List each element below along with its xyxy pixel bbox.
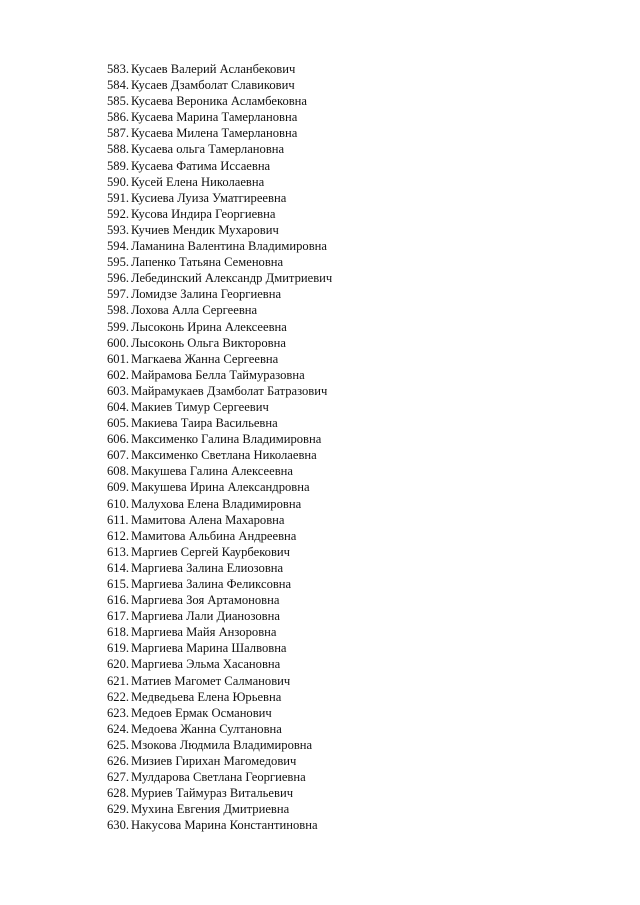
entry-number: 624.	[107, 721, 130, 736]
entry-number: 597.	[107, 287, 130, 302]
list-item	[107, 576, 332, 592]
entry-name: Лапенко Татьяна Семеновна	[131, 255, 284, 270]
entry-number: 630.	[107, 818, 130, 833]
entry-number: 610.	[107, 496, 130, 511]
entry-number: 608.	[107, 464, 130, 479]
entry-name: Кусаева Вероника Асламбековна	[131, 94, 308, 109]
entry-name: Максименко Галина Владимировна	[131, 432, 322, 447]
entry-number: 605.	[107, 416, 130, 431]
entry-number: 627.	[107, 770, 130, 785]
entry-number: 588.	[107, 142, 130, 157]
entry-name: Ломидзе Залина Георгиевна	[131, 287, 282, 302]
entry-name: Майрамова Белла Таймуразовна	[131, 367, 305, 382]
entry-name: Майрамукаев Дзамболат Батразович	[131, 383, 328, 398]
entry-name: Маргиев Сергей Каурбекович	[131, 544, 290, 559]
entry-name: Маргиева Залина Елиозовна	[131, 560, 284, 575]
list-item	[107, 447, 332, 463]
name-list	[107, 61, 332, 834]
list-item	[107, 624, 332, 640]
entry-number: 584.	[107, 78, 130, 93]
list-item	[107, 286, 332, 302]
list-item	[107, 592, 332, 608]
entry-name: Кусаева Милена Тамерлановна	[131, 126, 298, 141]
list-item	[107, 77, 332, 93]
entry-name: Лысоконь Ольга Викторовна	[131, 335, 286, 350]
list-item	[107, 721, 332, 737]
entry-name: Мухина Евгения Дмитриевна	[131, 802, 290, 817]
list-item	[107, 705, 332, 721]
entry-number: 625.	[107, 737, 130, 752]
entry-name: Кусиева Луиза Уматгиреевна	[131, 190, 287, 205]
list-item	[107, 479, 332, 495]
list-item	[107, 673, 332, 689]
entry-number: 583.	[107, 62, 130, 76]
list-item	[107, 93, 332, 109]
entry-number: 591.	[107, 190, 130, 205]
list-item	[107, 560, 332, 576]
entry-number: 606.	[107, 432, 130, 447]
entry-name: Медоева Жанна Султановна	[131, 721, 282, 736]
entry-number: 600.	[107, 335, 130, 350]
list-item	[107, 785, 332, 801]
list-item	[107, 319, 332, 335]
entry-name: Кусаев Дзамболат Славикович	[131, 78, 295, 93]
entry-name: Макиев Тимур Сергеевич	[131, 399, 269, 414]
list-item	[107, 399, 332, 415]
entry-number: 609.	[107, 480, 130, 495]
entry-name: Мамитова Альбина Андреевна	[131, 528, 297, 543]
entry-number: 595.	[107, 255, 130, 270]
list-item	[107, 158, 332, 174]
entry-name: Кусова Индира Георгиевна	[131, 206, 276, 221]
list-item	[107, 254, 332, 270]
entry-number: 596.	[107, 271, 130, 286]
entry-number: 614.	[107, 560, 130, 575]
entry-name: Маргиева Эльма Хасановна	[131, 657, 281, 672]
entry-name: Ламанина Валентина Владимировна	[131, 239, 327, 254]
list-item	[107, 367, 332, 383]
entry-number: 619.	[107, 641, 130, 656]
entry-number: 592.	[107, 206, 130, 221]
list-item	[107, 222, 332, 238]
list-item	[107, 528, 332, 544]
entry-name: Лохова Алла Сергеевна	[131, 303, 258, 318]
entry-name: Мизиев Гирихан Магомедович	[131, 754, 297, 769]
entry-name: Накусова Марина Константиновна	[131, 818, 318, 833]
list-item	[107, 817, 332, 833]
entry-number: 613.	[107, 544, 130, 559]
entry-name: Матиев Магомет Салманович	[131, 673, 291, 688]
entry-number: 585.	[107, 94, 130, 109]
entry-name: Мзокова Людмила Владимировна	[131, 737, 313, 752]
list-item	[107, 737, 332, 753]
entry-number: 602.	[107, 367, 130, 382]
entry-name: Кусаев Валерий Асланбекович	[131, 62, 296, 76]
list-item	[107, 190, 332, 206]
list-item	[107, 270, 332, 286]
entry-name: Мамитова Алена Махаровна	[131, 512, 285, 527]
list-item	[107, 141, 332, 157]
list-item	[107, 415, 332, 431]
list-item	[107, 608, 332, 624]
entry-name: Макушева Ирина Александровна	[131, 480, 310, 495]
list-item	[107, 753, 332, 769]
entry-name: Кусаева ольга Тамерлановна	[131, 142, 285, 157]
entry-number: 621.	[107, 673, 130, 688]
entry-number: 622.	[107, 689, 130, 704]
list-item	[107, 206, 332, 222]
entry-number: 620.	[107, 657, 130, 672]
list-item	[107, 351, 332, 367]
entry-name: Кусаева Фатима Иссаевна	[131, 158, 271, 173]
entry-number: 617.	[107, 609, 130, 624]
entry-number: 599.	[107, 319, 130, 334]
entry-number: 603.	[107, 383, 130, 398]
list-item	[107, 61, 332, 77]
entry-name: Маргиева Майя Анзоровна	[131, 625, 277, 640]
entry-number: 623.	[107, 705, 130, 720]
entry-name: Муриев Таймураз Витальевич	[131, 786, 294, 801]
entry-name: Маргиева Зоя Артамоновна	[131, 593, 280, 608]
entry-name: Маргиева Лали Дианозовна	[131, 609, 280, 624]
list-item	[107, 801, 332, 817]
entry-name: Медведьева Елена Юрьевна	[131, 689, 282, 704]
list-item	[107, 496, 332, 512]
entry-name: Кусей Елена Николаевна	[131, 174, 265, 189]
list-item	[107, 463, 332, 479]
entry-number: 593.	[107, 222, 130, 237]
entry-name: Магкаева Жанна Сергеевна	[131, 351, 279, 366]
entry-number: 587.	[107, 126, 130, 141]
entry-name: Кусаева Марина Тамерлановна	[131, 110, 298, 125]
list-item	[107, 125, 332, 141]
list-item	[107, 431, 332, 447]
list-item	[107, 335, 332, 351]
entry-number: 590.	[107, 174, 130, 189]
entry-name: Малухова Елена Владимировна	[131, 496, 302, 511]
list-item	[107, 238, 332, 254]
entry-number: 589.	[107, 158, 130, 173]
list-item	[107, 544, 332, 560]
entry-number: 626.	[107, 754, 130, 769]
list-item	[107, 689, 332, 705]
list-item	[107, 769, 332, 785]
list-item	[107, 656, 332, 672]
entry-number: 618.	[107, 625, 130, 640]
entry-number: 612.	[107, 528, 130, 543]
entry-number: 586.	[107, 110, 130, 125]
list-item	[107, 383, 332, 399]
entry-number: 629.	[107, 802, 130, 817]
entry-name: Лебединский Александр Дмитриевич	[131, 271, 333, 286]
entry-number: 594.	[107, 239, 130, 254]
list-item	[107, 109, 332, 125]
entry-number: 616.	[107, 593, 130, 608]
list-item	[107, 302, 332, 318]
list-item	[107, 512, 332, 528]
entry-name: Маргиева Марина Шалвовна	[131, 641, 287, 656]
entry-number: 604.	[107, 399, 130, 414]
entry-number: 601.	[107, 351, 130, 366]
entry-number: 598.	[107, 303, 130, 318]
entry-name: Лысоконь Ирина Алексеевна	[131, 319, 287, 334]
entry-number: 607.	[107, 448, 130, 463]
entry-name: Макиева Таира Васильевна	[131, 416, 278, 431]
entry-number: 615.	[107, 577, 130, 591]
entry-name: Мулдарова Светлана Георгиевна	[131, 770, 306, 785]
entry-number: 628.	[107, 786, 130, 801]
list-item	[107, 174, 332, 190]
entry-name: Медоев Ермак Османович	[131, 705, 272, 720]
entry-name: Макушева Галина Алексеевна	[131, 464, 293, 479]
entry-number: 611.	[107, 512, 129, 527]
list-item	[107, 640, 332, 656]
entry-name: Кучиев Мендик Мухарович	[131, 222, 279, 237]
entry-name: Маргиева Залина Феликсовна	[131, 577, 292, 591]
entry-name: Максименко Светлана Николаевна	[131, 448, 317, 463]
